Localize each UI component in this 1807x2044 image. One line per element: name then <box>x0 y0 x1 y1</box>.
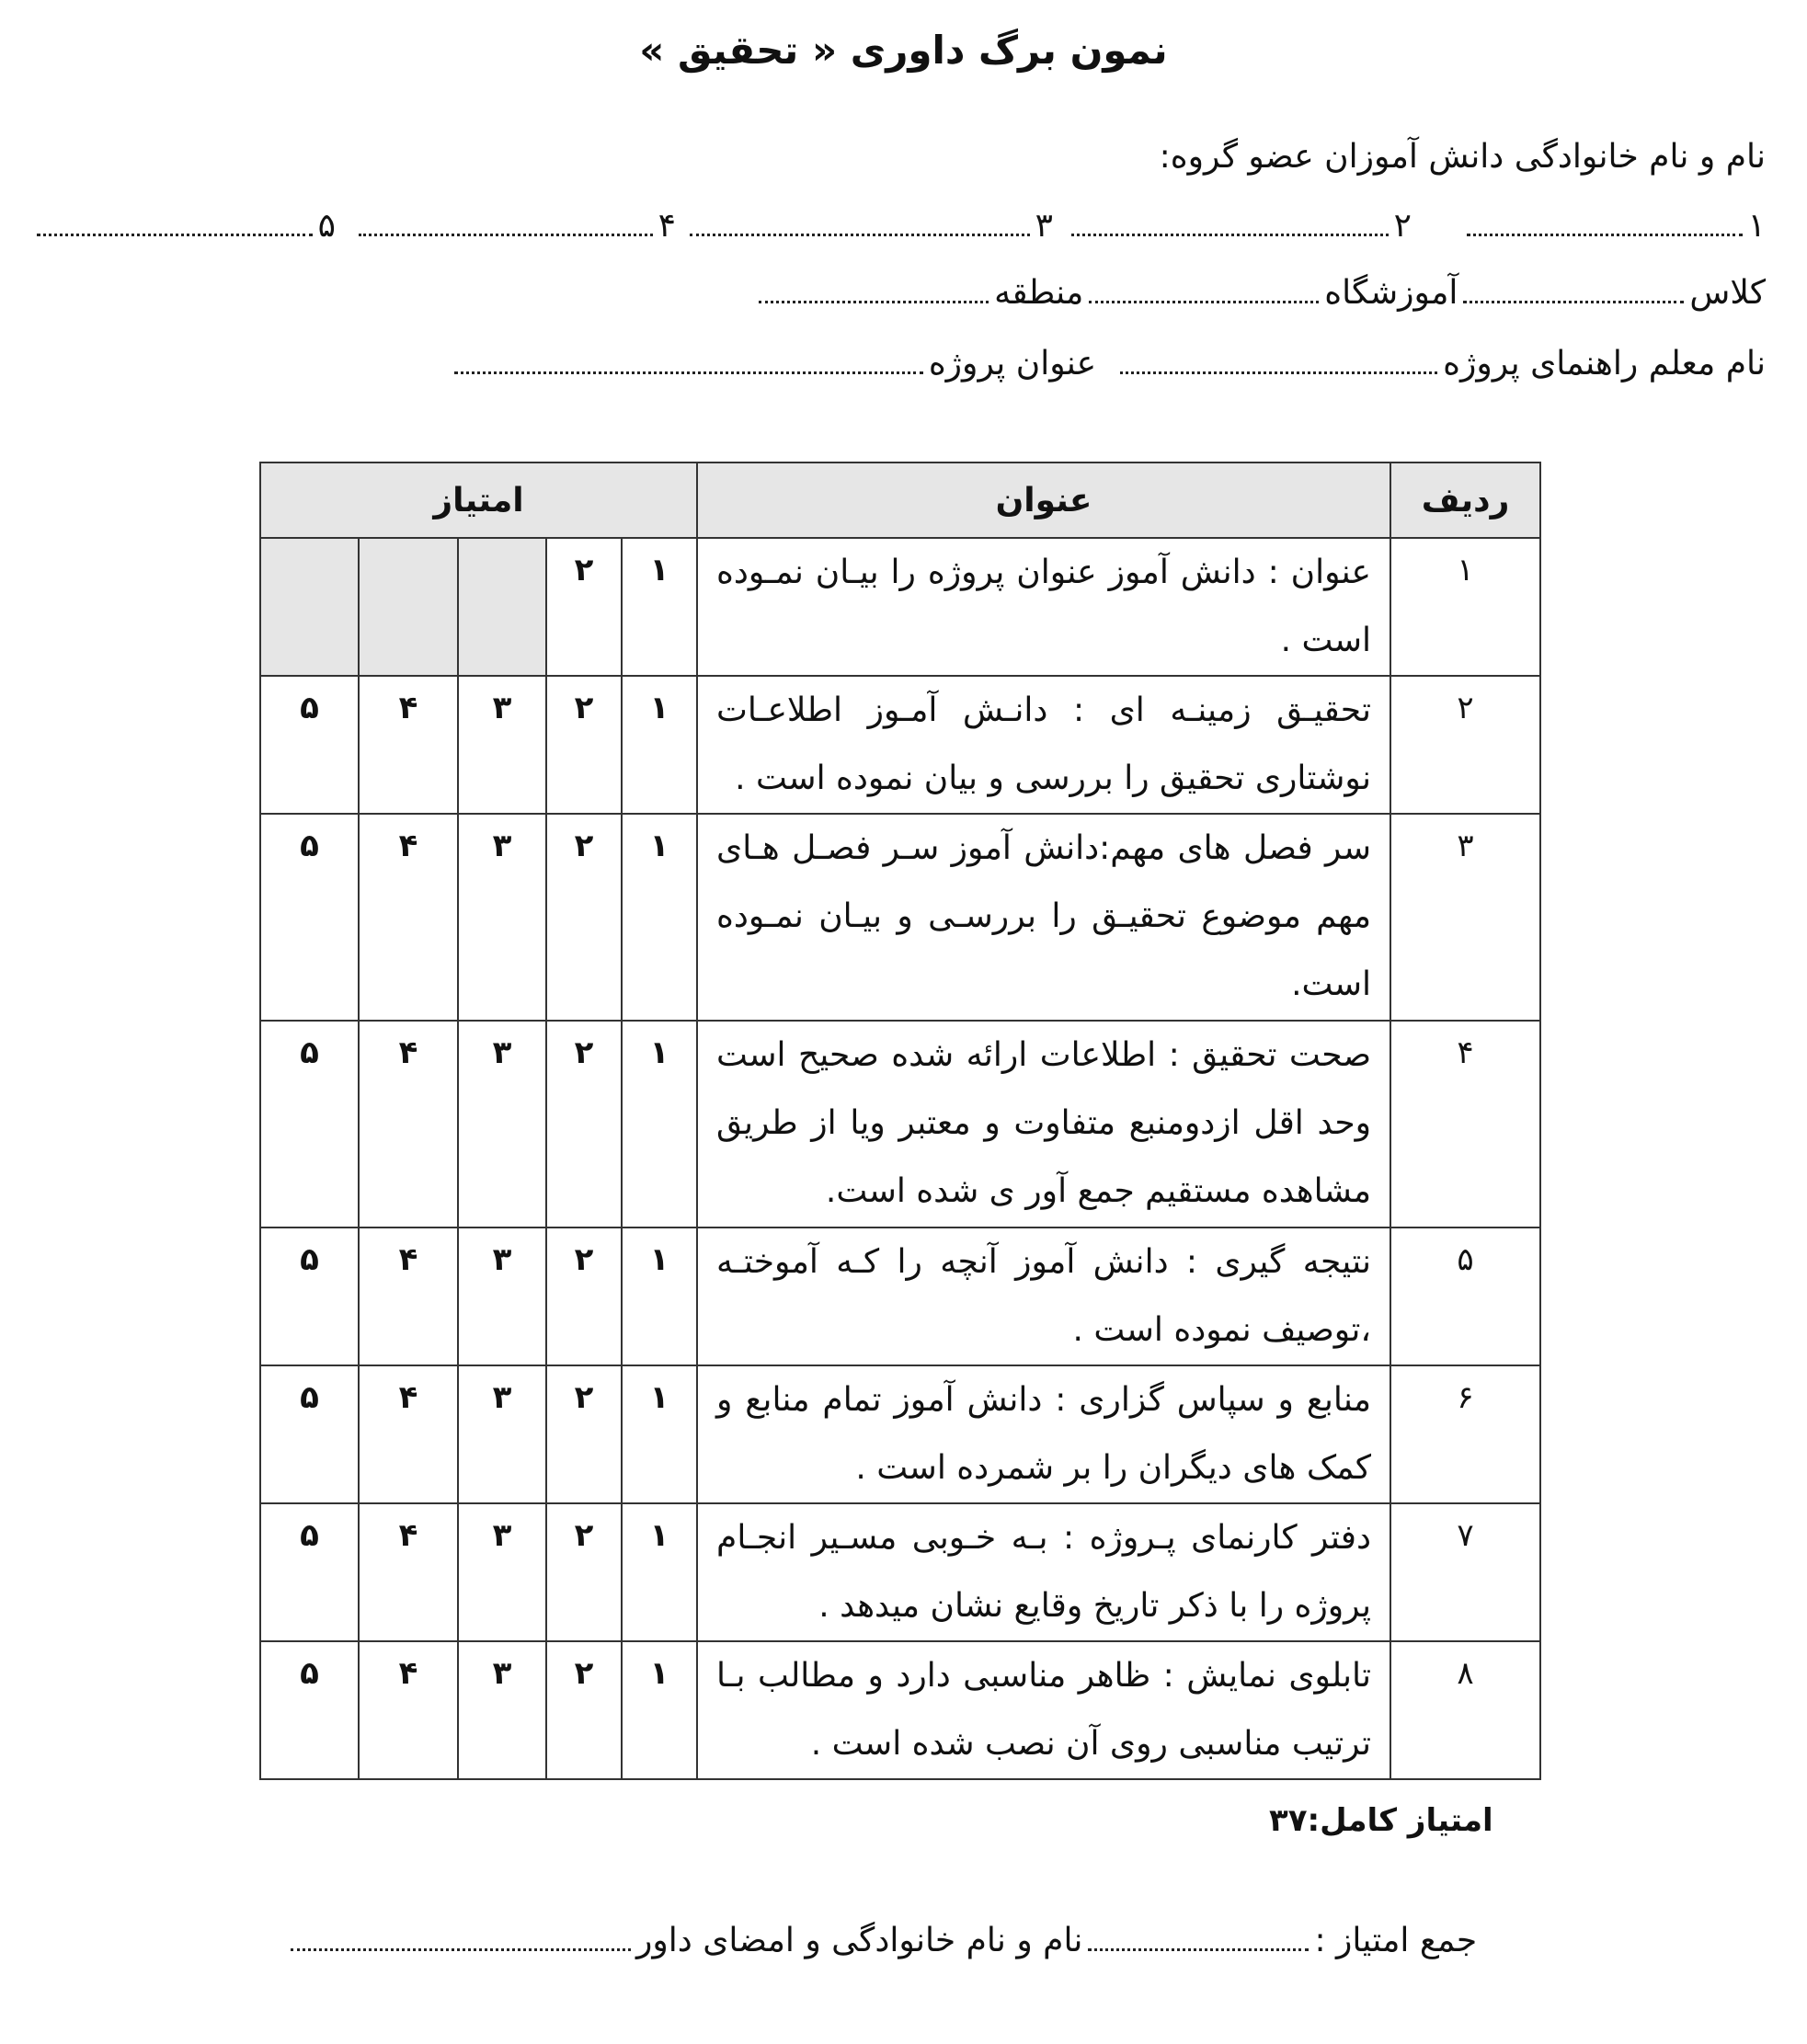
score-option-2[interactable]: ۲ <box>546 1021 622 1228</box>
table-row <box>260 1641 1540 1779</box>
score-option-1[interactable]: ۱ <box>622 1365 697 1503</box>
class-label: کلاس <box>1689 274 1766 312</box>
score-option-5[interactable]: ۵ <box>260 1365 359 1503</box>
row-number: ۷ <box>1390 1503 1540 1641</box>
score-option-1[interactable]: ۱ <box>622 1021 697 1228</box>
school-label: آموزشگاه <box>1324 274 1458 312</box>
table-row <box>260 814 1540 1021</box>
score-cell-disabled <box>359 538 458 676</box>
header-title: عنوان <box>697 462 1390 538</box>
judge-signature-field[interactable] <box>291 1941 631 1951</box>
score-option-2[interactable]: ۲ <box>546 1641 622 1779</box>
table-row <box>260 1228 1540 1365</box>
row-number: ۸ <box>1390 1641 1540 1779</box>
score-option-1[interactable]: ۱ <box>622 814 697 1021</box>
score-option-1[interactable]: ۱ <box>622 1641 697 1779</box>
score-option-2[interactable]: ۲ <box>546 1503 622 1641</box>
score-option-4[interactable]: ۴ <box>359 1228 458 1365</box>
class-school-region-line <box>753 274 1766 312</box>
criterion-description: عنوان : دانش آموز عنوان پروژه را بیـان نمـوده است . <box>697 538 1390 676</box>
page-title: نمون برگ داوری « تحقیق » <box>639 28 1168 73</box>
score-cell-disabled <box>260 538 359 676</box>
score-option-3[interactable]: ۳ <box>458 1503 546 1641</box>
evaluation-table <box>259 462 1541 1780</box>
criterion-description: منابع و سپاس گزاری : دانش آموز تمام منابع و کمک های دیگران را بر شمرده است . <box>697 1365 1390 1503</box>
score-option-4[interactable]: ۴ <box>359 1503 458 1641</box>
score-option-2[interactable]: ۲ <box>546 676 622 814</box>
score-option-1[interactable]: ۱ <box>622 1503 697 1641</box>
score-option-4[interactable]: ۴ <box>359 1021 458 1228</box>
score-option-4[interactable]: ۴ <box>359 1365 458 1503</box>
score-option-3[interactable]: ۳ <box>458 1021 546 1228</box>
score-option-5[interactable]: ۵ <box>260 1228 359 1365</box>
school-field[interactable] <box>1089 293 1319 303</box>
score-option-4[interactable]: ۴ <box>359 676 458 814</box>
score-option-5[interactable]: ۵ <box>260 1021 359 1228</box>
criterion-description: دفتر کارنمای پـروژه : بـه خـوبی مسـیر انجـام پروژه را با ذکر تاریخ وقایع نشان میدهد . <box>697 1503 1390 1641</box>
member-field-5[interactable]: ۵ <box>31 207 336 245</box>
table-row <box>260 676 1540 814</box>
row-number: ۵ <box>1390 1228 1540 1365</box>
score-cell-disabled <box>458 538 546 676</box>
teacher-project-line <box>449 345 1766 383</box>
score-option-2[interactable]: ۲ <box>546 538 622 676</box>
criterion-description: تابلوی نمایش : ظاهر مناسبی دارد و مطالب بـا ترتیب مناسبی روی آن نصب شده است . <box>697 1641 1390 1779</box>
judge-label: نام و نام خانوادگی و امضای داور <box>636 1922 1083 1959</box>
criterion-description: سر فصل های مهم:دانش آموز سـر فصـل هـای مهم موضوع تحقیـق را بررسـی و بیـان نمـوده است. <box>697 814 1390 1021</box>
project-title-field[interactable] <box>454 364 923 374</box>
score-option-4[interactable]: ۴ <box>359 814 458 1021</box>
score-option-5[interactable]: ۵ <box>260 676 359 814</box>
members-label: نام و نام خانوادگی دانش آموزان عضو گروه: <box>1159 138 1766 176</box>
score-option-5[interactable]: ۵ <box>260 1641 359 1779</box>
project-title-label: عنوان پروژه <box>928 345 1097 383</box>
signature-line <box>285 1922 1477 1959</box>
teacher-field[interactable] <box>1120 364 1437 374</box>
member-field-4[interactable]: ۴ <box>353 207 676 245</box>
criterion-description: صحت تحقیق : اطلاعات ارائه شده صحیح است وحد اقل ازدومنبع متفاوت و معتبر ویا از طریق مشاهده مستقیم جمع آور ی شده است. <box>697 1021 1390 1228</box>
score-option-2[interactable]: ۲ <box>546 1365 622 1503</box>
total-score-label: امتیاز کامل:۳۷ <box>1269 1802 1493 1839</box>
table-row <box>260 1503 1540 1641</box>
score-option-5[interactable]: ۵ <box>260 1503 359 1641</box>
score-option-1[interactable]: ۱ <box>622 1228 697 1365</box>
score-option-3[interactable]: ۳ <box>458 814 546 1021</box>
member-field-2[interactable]: ۲ <box>1066 207 1412 245</box>
score-option-5[interactable]: ۵ <box>260 814 359 1021</box>
members-row <box>37 207 1766 253</box>
row-number: ۲ <box>1390 676 1540 814</box>
score-option-4[interactable]: ۴ <box>359 1641 458 1779</box>
region-label: منطقه <box>994 274 1084 312</box>
row-number: ۶ <box>1390 1365 1540 1503</box>
table-row <box>260 538 1540 676</box>
table-row <box>260 1021 1540 1228</box>
class-field[interactable] <box>1463 293 1684 303</box>
score-option-1[interactable]: ۱ <box>622 676 697 814</box>
score-option-1[interactable]: ۱ <box>622 538 697 676</box>
sum-field[interactable] <box>1088 1941 1309 1951</box>
score-option-3[interactable]: ۳ <box>458 1641 546 1779</box>
table-row <box>260 1365 1540 1503</box>
region-field[interactable] <box>759 293 989 303</box>
score-option-2[interactable]: ۲ <box>546 814 622 1021</box>
sum-label: جمع امتیاز : <box>1314 1922 1478 1959</box>
score-option-2[interactable]: ۲ <box>546 1228 622 1365</box>
member-field-1[interactable]: ۱ <box>1461 207 1766 245</box>
row-number: ۳ <box>1390 814 1540 1021</box>
score-option-3[interactable]: ۳ <box>458 1365 546 1503</box>
teacher-label: نام معلم راهنمای پروژه <box>1443 345 1766 383</box>
row-number: ۱ <box>1390 538 1540 676</box>
criterion-description: تحقیـق زمینـه ای : دانـش آمـوز اطلاعـات نوشتاری تحقیق را بررسی و بیان نموده است . <box>697 676 1390 814</box>
score-option-3[interactable]: ۳ <box>458 676 546 814</box>
score-option-3[interactable]: ۳ <box>458 1228 546 1365</box>
criterion-description: نتیجه گیری : دانش آموز آنچه را کـه آموختـه ،توصیف نموده است . <box>697 1228 1390 1365</box>
header-row-number: ردیف <box>1390 462 1540 538</box>
row-number: ۴ <box>1390 1021 1540 1228</box>
member-field-3[interactable]: ۳ <box>684 207 1053 245</box>
header-score: امتیاز <box>260 462 697 538</box>
